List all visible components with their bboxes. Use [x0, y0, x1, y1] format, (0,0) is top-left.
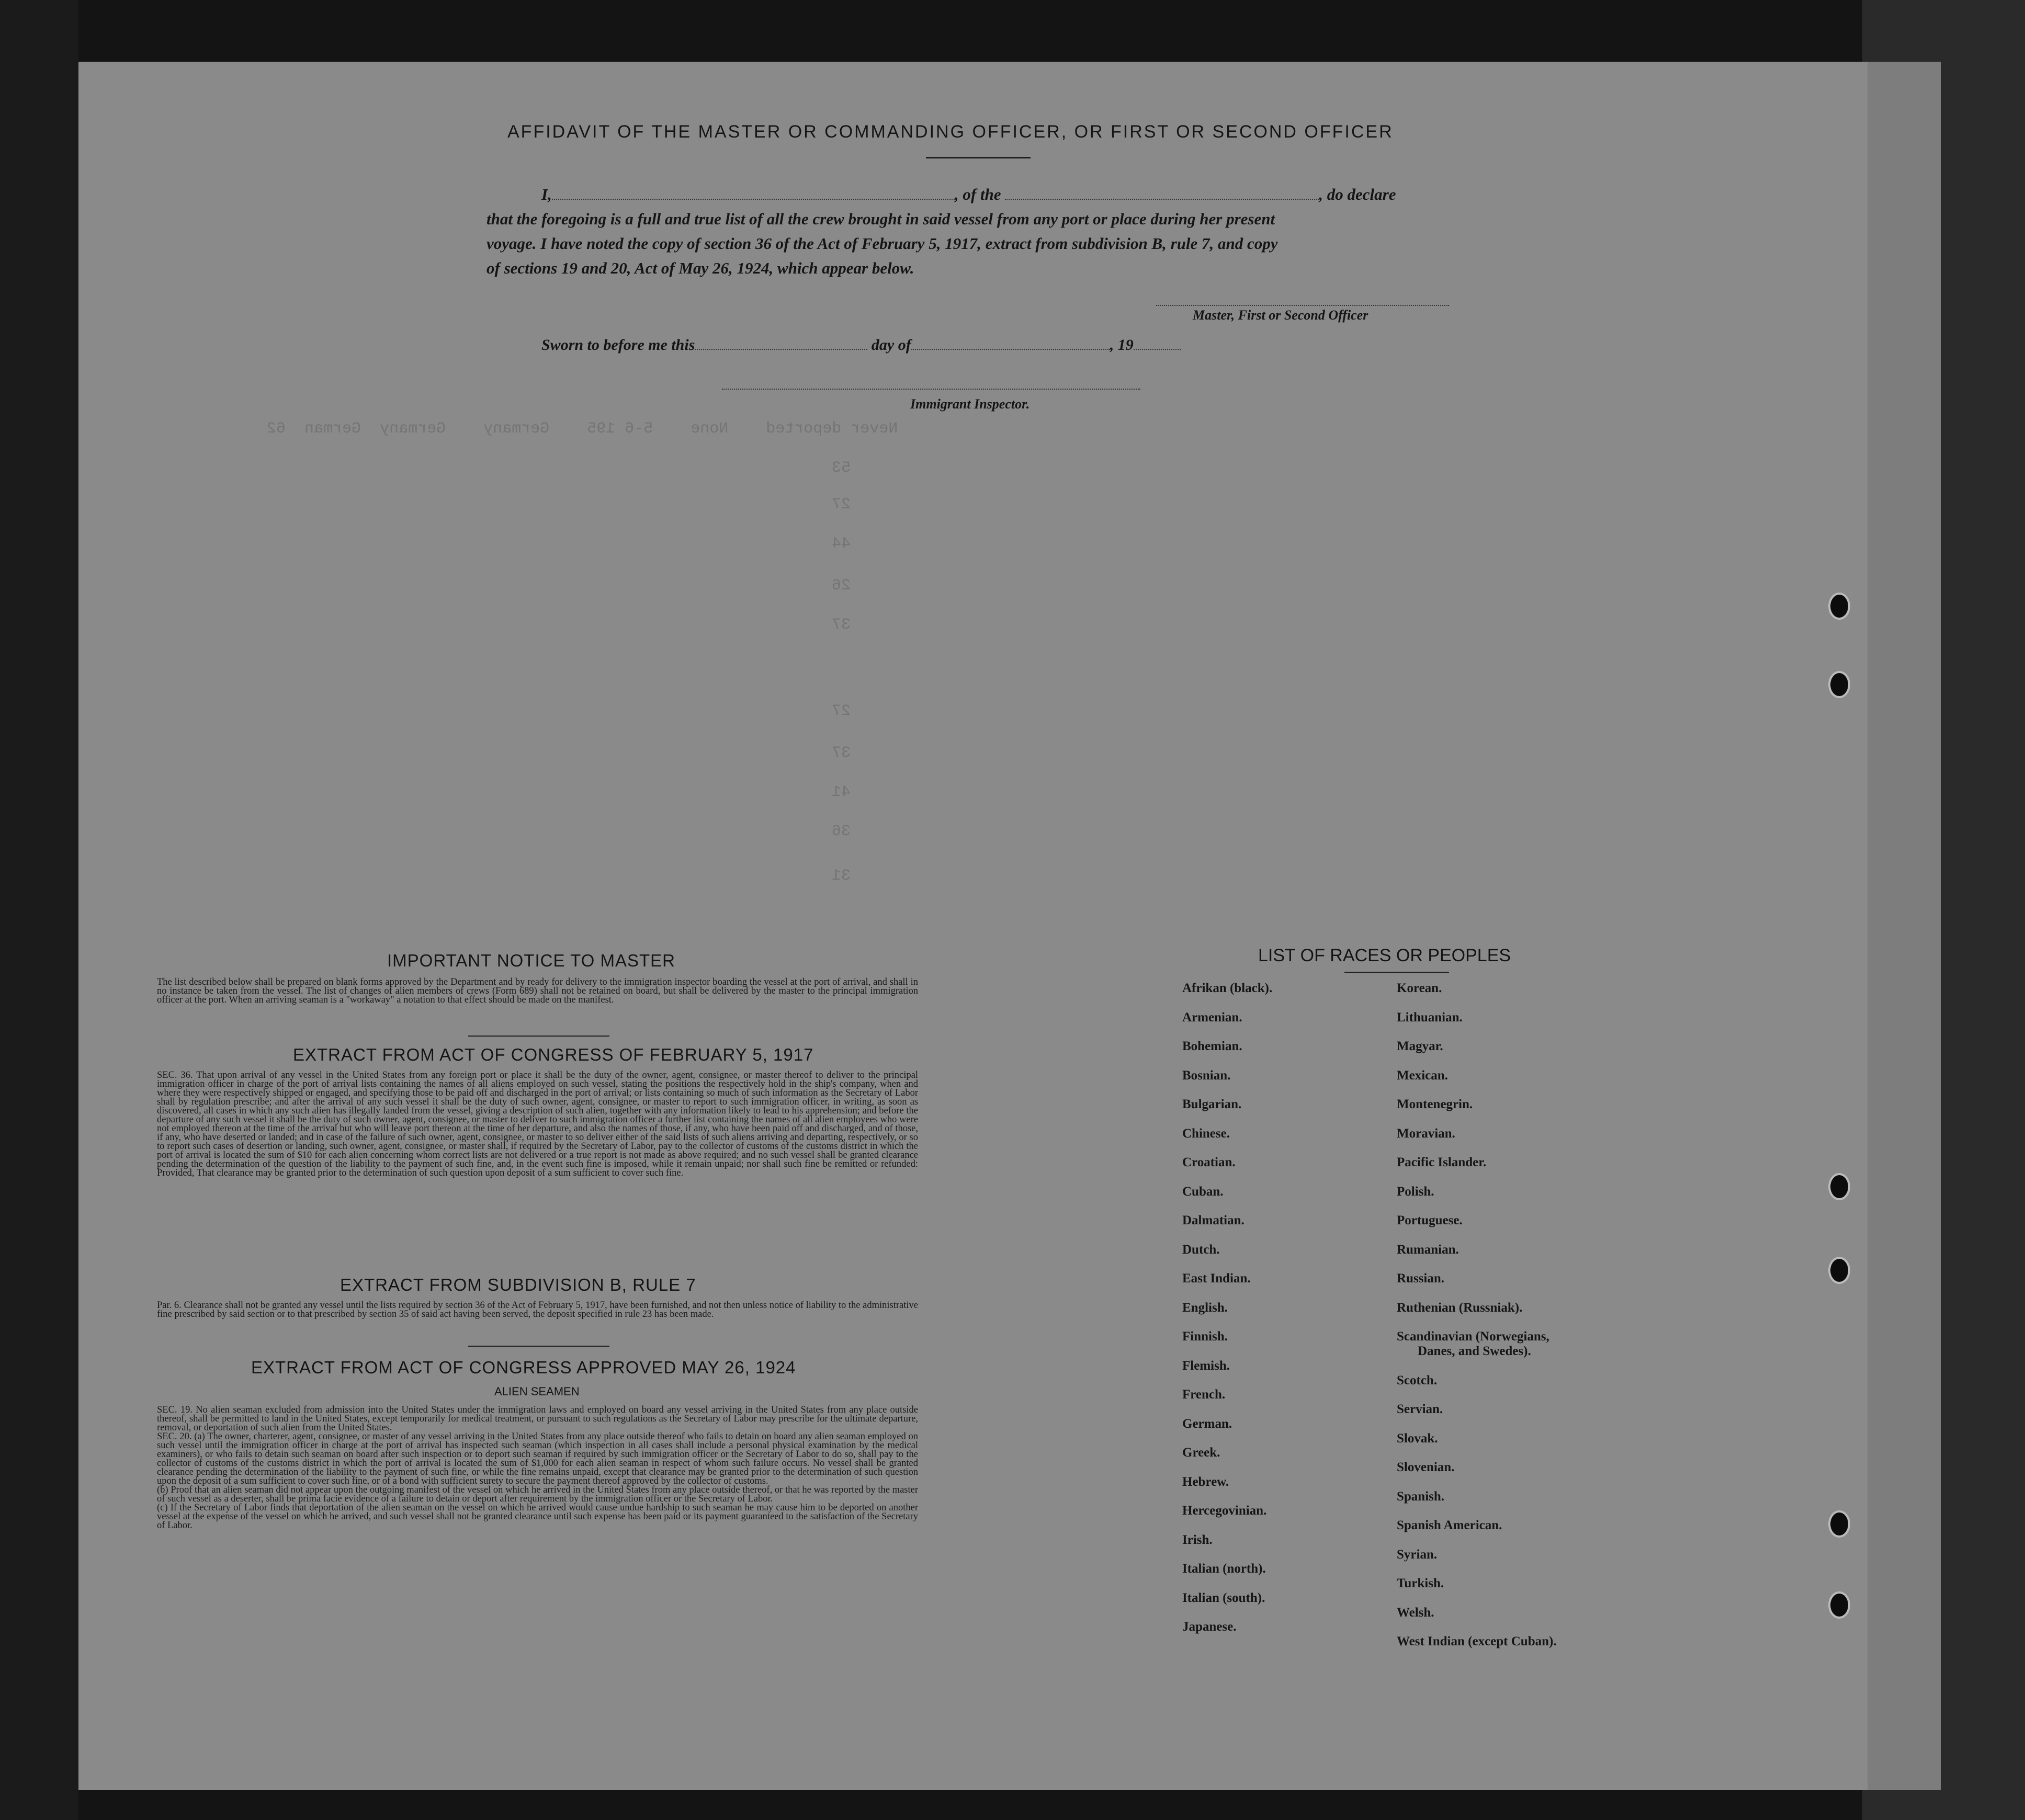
- race-item: Armenian.: [1182, 1010, 1242, 1025]
- race-item: Hebrew.: [1182, 1474, 1229, 1489]
- bleed-through-age: 37: [832, 616, 851, 634]
- page-edge-strip: [1868, 62, 1941, 1790]
- race-item: Spanish.: [1397, 1489, 1445, 1504]
- race-item: Polish.: [1397, 1184, 1434, 1199]
- extract-1924-body: [157, 1406, 918, 1530]
- race-item: Chinese.: [1182, 1126, 1230, 1141]
- race-item: Croatian.: [1182, 1155, 1236, 1169]
- inspector-signature-label: Immigrant Inspector.: [910, 396, 1030, 412]
- race-item: Magyar.: [1397, 1039, 1443, 1053]
- race-item: Afrikan (black).: [1182, 981, 1273, 995]
- race-item: Korean.: [1397, 981, 1442, 995]
- race-item: Bulgarian.: [1182, 1097, 1242, 1111]
- extract-1924-title: EXTRACT FROM ACT OF CONGRESS APPROVED MAY 26, 1924: [251, 1358, 796, 1377]
- punch-hole: [1828, 671, 1850, 698]
- sec-20-b: (b) Proof that an alien seaman did not appear upon the outgoing manifest of the vessel on which he arrived in the United States from any place outside thereof, or that he was reported by the master of such vessel as a deserter, shall be prima facie evidence of a failure to detain or deport after requirement by the immigration officer or the Secretary of Labor.: [157, 1485, 918, 1504]
- bleed-through-row: Never deported None 5-6 195 Germany Germany German 62: [267, 420, 898, 438]
- race-item: Slovak.: [1397, 1431, 1438, 1446]
- race-item: Servian.: [1397, 1402, 1443, 1416]
- punch-hole: [1828, 1257, 1850, 1284]
- race-item: Bosnian.: [1182, 1068, 1231, 1083]
- race-item: Cuban.: [1182, 1184, 1224, 1199]
- race-item: Mexican.: [1397, 1068, 1448, 1083]
- race-item: Pacific Islander.: [1397, 1155, 1487, 1169]
- punch-hole: [1828, 1173, 1850, 1200]
- bleed-through-age: 37: [832, 744, 851, 762]
- title-underline: [926, 157, 1031, 158]
- race-item: Irish.: [1182, 1532, 1213, 1547]
- race-item: Danes, and Swedes).: [1418, 1344, 1531, 1358]
- affidavit-line-1: I, , of the , do declare: [541, 185, 1396, 203]
- master-signature-line: [1156, 305, 1449, 306]
- sec-20-c: (c) If the Secretary of Labor finds that deportation of the alien seaman on the vessel on which he arrived would cause undue hardship to such seaman he may cause him to be deported on another vessel at the expense of the vessel on which he arrived, and such vessel shall not be granted clearance until such expense has been paid or its payment guaranteed to the satisfaction of the Secretary of Labor.: [157, 1503, 918, 1531]
- race-item: Montenegrin.: [1397, 1097, 1473, 1111]
- race-item: East Indian.: [1182, 1271, 1251, 1286]
- race-item: Scandinavian (Norwegians,: [1397, 1329, 1549, 1344]
- affidavit-line-3: voyage. I have noted the copy of section 36 of the Act of February 5, 1917, extract from subdivision B, rule 7, and copy: [487, 234, 1278, 253]
- affidavit-line-2: that the foregoing is a full and true list of all the crew brought in said vessel from any port or place during her present: [487, 210, 1275, 228]
- sworn-line: Sworn to before me this day of , 19: [541, 336, 1181, 354]
- notice-body: The list described below shall be prepared on blank forms approved by the Department and by ready for delivery to the immigration inspector boarding the vessel at the port of arrival, and shall in no instance be taken from the vessel. The list of changes of alien members of crews (Form 689) shall not be retained on board, but shall be delivered by the master to the principal immigration officer at the port. When an arriving seaman is a "workaway" a notation to that effect should be made on the manifest.: [157, 977, 918, 1005]
- punch-hole: [1828, 1591, 1850, 1619]
- scan-border-left: [0, 0, 78, 1820]
- race-item: Flemish.: [1182, 1358, 1230, 1373]
- race-item: Japanese.: [1182, 1620, 1237, 1634]
- race-item: Turkish.: [1397, 1576, 1444, 1590]
- race-item: Lithuanian.: [1397, 1010, 1463, 1025]
- affidavit-line-4: of sections 19 and 20, Act of May 26, 1924, which appear below.: [487, 259, 914, 277]
- document-page: [78, 62, 1868, 1790]
- race-item: Italian (north).: [1182, 1562, 1266, 1576]
- extract-1917-title: EXTRACT FROM ACT OF CONGRESS OF FEBRUARY 5, 1917: [293, 1045, 814, 1064]
- race-item: Russian.: [1397, 1271, 1445, 1286]
- bleed-through-age: 41: [832, 783, 851, 801]
- alien-seamen-subtitle: ALIEN SEAMEN: [494, 1385, 580, 1398]
- race-item: Finnish.: [1182, 1329, 1228, 1344]
- extract-1917-body: SEC. 36. That upon arrival of any vessel in the United States from any foreign port or place it shall be the duty of the owner, agent, consignee, or master thereof to deliver to the principal immigration officer in charge of the port of arrival lists containing the names of all aliens employed on such vessel, stating the positions the respectively hold in the ship's company, when and where they were respectively shipped or engaged, and specifying those to be paid off and discharged in the port of arrival; or lists containing so much of such information as the Secretary of Labor shall by regulation prescribe; and after the arrival of any such vessel it shall be the duty of such owner, agent, consignee, or master to report to such immigration officer, in writing, as soon as discovered, all cases in which any such alien has illegally landed from the vessel, giving a description of such alien, together with any information likely to lead to his apprehension; and before the departure of any such vessel it shall be the duty of such owner, agent, consignee, or master to deliver to such immigration officer a further list containing the names of all alien employees who were not employed thereon at the time of the arrival but who will leave port thereon at the time of her departure, and also the names of those, if any, who have been paid off and discharged, and of those, if any, who have deserted or landed; and in case of the failure of such owner, agent, consignee, or master to so deliver either of the said lists of such aliens arriving and departing, respectively, or so to report such cases of desertion or landing, such owner, agent, consignee, or master shall, if required by the Secretary of Labor, pay to the collector of customs of the customs district in which the port of arrival is located the sum of $10 for each alien concerning whom correct lists are not delivered or a true report is not made as above required; and no such vessel shall be granted clearance pending the determination of the question of the liability to the payment of such fine, and, in the event such fine is imposed, while it remain unpaid; nor shall such fine be remitted or refunded: Provided, That clearance may be granted prior to the determination of such question upon deposit of a sum sufficient to cover such fine.: [157, 1070, 918, 1178]
- bleed-through-age: 31: [832, 867, 851, 885]
- divider: [468, 1346, 609, 1347]
- race-item: Portuguese.: [1397, 1213, 1463, 1227]
- race-item: Syrian.: [1397, 1547, 1438, 1562]
- subdivision-title: EXTRACT FROM SUBDIVISION B, RULE 7: [340, 1275, 696, 1294]
- race-item: Welsh.: [1397, 1605, 1434, 1620]
- inspector-signature-line: [722, 389, 1140, 390]
- punch-hole: [1828, 593, 1850, 620]
- sec-19: SEC. 19. No alien seaman excluded from admission into the United States under the immigration laws and employed on board any vessel arriving in the United States from any place outside thereof, shall be permitted to land in the United States, except temporarily for medical treatment, or pursuant to such regulations as the Secretary of Labor may prescribe for the ultimate departure, removal, or deportation of such alien from the United States.: [157, 1405, 918, 1433]
- race-item: West Indian (except Cuban).: [1397, 1634, 1557, 1648]
- race-item: Moravian.: [1397, 1126, 1455, 1141]
- race-item: Ruthenian (Russniak).: [1397, 1300, 1523, 1315]
- race-item: German.: [1182, 1416, 1232, 1431]
- race-item: Slovenian.: [1397, 1460, 1455, 1474]
- race-item: Dutch.: [1182, 1242, 1220, 1257]
- sec-20-a: SEC. 20. (a) The owner, charterer, agent, consignee, or master of any vessel arriving in the United States from any place outside thereof who fails to detain on board any alien seaman employed on such vessel until the immigration officer in charge at the port of arrival has inspected such seaman (which inspection in all cases shall include a personal physical examination by the medical examiners), or who fails to detain such seaman on board after such inspection or to deport such seaman if required by such immigration officer or the Secretary of Labor to do so, shall pay to the collector of customs of the customs district in which the port of arrival is located the sum of $1,000 for each alien seaman in respect of whom such failure occurs. No vessel shall be granted clearance pending the determination of the liability to the payment of such fine, or while the fine remains unpaid, except that clearance may be granted prior to the determination of such question upon the deposit of a sum sufficient to cover such fine, or of a bond with sufficient surety to secure the payment thereof approved by the collector of customs.: [157, 1431, 918, 1486]
- race-item: Greek.: [1182, 1446, 1220, 1460]
- race-item: Scotch.: [1397, 1373, 1438, 1387]
- divider: [468, 1036, 609, 1037]
- race-item: Italian (south).: [1182, 1590, 1265, 1605]
- race-item: French.: [1182, 1387, 1226, 1402]
- affidavit-title: AFFIDAVIT OF THE MASTER OR COMMANDING OFFICER, OR FIRST OR SECOND OFFICER: [507, 122, 1394, 142]
- race-item: Bohemian.: [1182, 1039, 1242, 1053]
- punch-hole: [1828, 1510, 1850, 1538]
- bleed-through-age: 26: [832, 577, 851, 595]
- race-item: Rumanian.: [1397, 1242, 1459, 1257]
- race-item: Dalmatian.: [1182, 1213, 1245, 1227]
- bleed-through-age: 44: [832, 535, 851, 553]
- race-item: Spanish American.: [1397, 1518, 1502, 1532]
- races-title: LIST OF RACES OR PEOPLES: [1258, 946, 1511, 965]
- bleed-through-age: 27: [832, 702, 851, 720]
- race-item: Hercegovinian.: [1182, 1504, 1267, 1518]
- races-underline: [1344, 972, 1449, 973]
- bleed-through-age: 27: [832, 496, 851, 514]
- master-signature-label: Master, First or Second Officer: [1193, 308, 1368, 323]
- subdivision-body: Par. 6. Clearance shall not be granted any vessel until the lists required by section 36 of the Act of February 5, 1917, have been furnished, and not then unless notice of liability to the administrative fine prescribed by said section or to that prescribed by section 35 of said act having been served, the deposit specified in rule 23 has been made.: [157, 1300, 918, 1320]
- race-item: English.: [1182, 1300, 1228, 1315]
- bleed-through-age: 53: [832, 459, 851, 477]
- bleed-through-age: 36: [832, 823, 851, 840]
- notice-title: IMPORTANT NOTICE TO MASTER: [387, 951, 676, 970]
